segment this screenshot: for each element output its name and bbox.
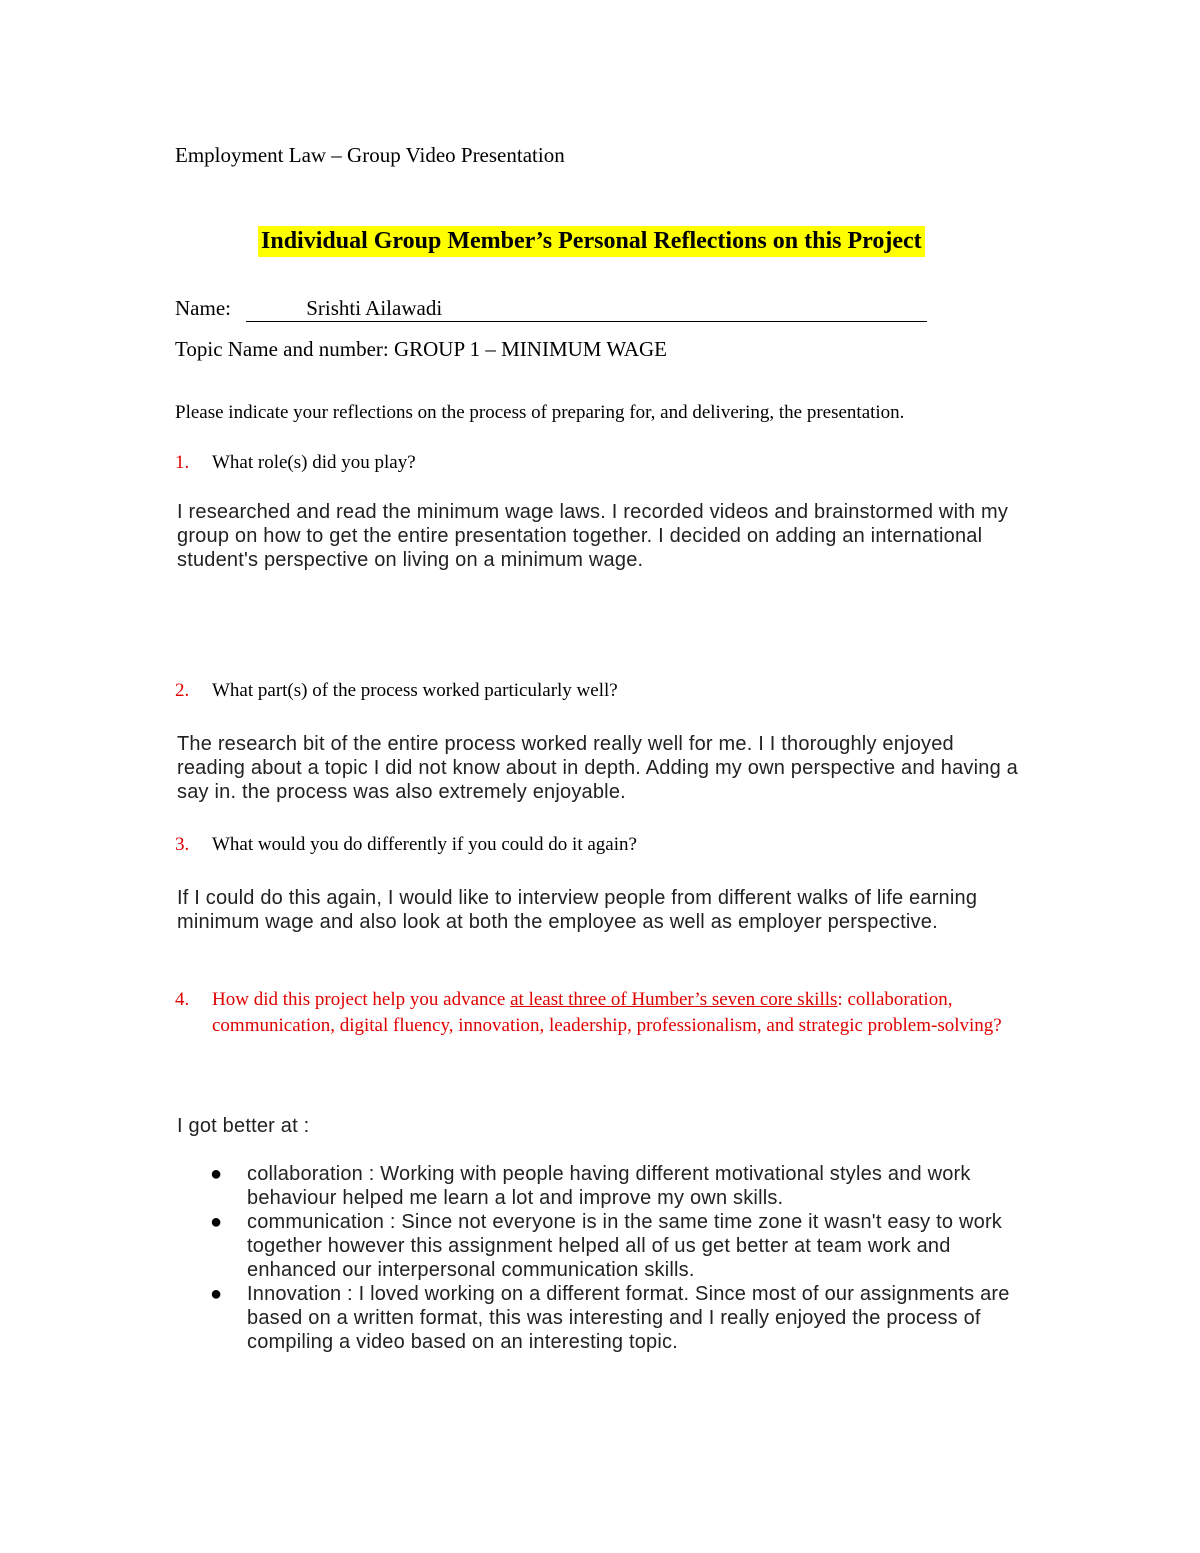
name-underline-right bbox=[442, 296, 927, 322]
topic-label: Topic Name and number: bbox=[175, 337, 389, 361]
question-text: What part(s) of the process worked particularly well? bbox=[212, 680, 618, 701]
topic-value: GROUP 1 – MINIMUM WAGE bbox=[393, 337, 667, 361]
course-title: Employment Law – Group Video Presentation bbox=[175, 143, 565, 167]
question-1 bbox=[175, 452, 1025, 474]
bullet-icon: ● bbox=[210, 1163, 223, 1185]
list-item bbox=[210, 1282, 1030, 1354]
question-3 bbox=[175, 834, 1025, 856]
name-label: Name: bbox=[175, 296, 231, 320]
question-text: What would you do differently if you could do it again? bbox=[212, 834, 637, 855]
page-title: Individual Group Member’s Personal Reflections on this Project bbox=[258, 226, 925, 257]
question-number: 2. bbox=[175, 680, 190, 701]
topic-row bbox=[175, 337, 667, 362]
answer-1: I researched and read the minimum wage laws. I recorded videos and brainstormed with my group on how to get the entire presentation together. I decided on adding an international student's perspective on living on a minimum wage. bbox=[177, 501, 1009, 571]
question-text-underlined: at least three of Humber’s seven core skills bbox=[510, 989, 838, 1010]
question-2 bbox=[175, 680, 1025, 702]
bullet-icon: ● bbox=[210, 1211, 223, 1233]
answer-3: If I could do this again, I would like to interview people from different walks of life earning minimum wage and also look at both the employee as well as employer perspective. bbox=[177, 887, 978, 933]
question-text-start: How did this project help you advance bbox=[212, 989, 511, 1010]
list-item bbox=[210, 1210, 1030, 1282]
skill-text: Innovation : I loved working on a different format. Since most of our assignments are based on a written format, this was interesting and I really enjoyed the process of compiling a video based on an interesting topic. bbox=[247, 1283, 1010, 1353]
question-4 bbox=[175, 987, 1025, 1039]
skill-text: collaboration : Working with people having different motivational styles and work behaviour helped me learn a lot and improve my own skills. bbox=[247, 1163, 971, 1209]
question-text-end: : collaboration, communication, digital fluency, innovation, leadership, professionalism, and strategic problem-solving? bbox=[212, 989, 1002, 1036]
name-value: Srishti Ailawadi bbox=[306, 296, 443, 320]
name-row bbox=[175, 296, 950, 322]
name-underline-left bbox=[246, 296, 306, 322]
list-item bbox=[210, 1162, 1030, 1210]
answer-2: The research bit of the entire process worked really well for me. I I thoroughly enjoyed reading about a topic I did not know about in depth. Adding my own perspective and having a say in. the process was also extremely enjoyable. bbox=[177, 733, 1018, 803]
question-text: What role(s) did you play? bbox=[212, 452, 416, 473]
instruction-text: Please indicate your reflections on the process of preparing for, and delivering, the presentation. bbox=[175, 402, 905, 423]
question-text bbox=[212, 987, 1012, 1039]
question-number: 3. bbox=[175, 834, 190, 855]
question-number: 1. bbox=[175, 452, 190, 473]
question-number: 4. bbox=[175, 989, 190, 1010]
skill-text: communication : Since not everyone is in the same time zone it wasn't easy to work together however this assignment helped all of us get better at team work and enhanced our interpersonal communication skills. bbox=[247, 1211, 1003, 1281]
bullet-icon: ● bbox=[210, 1283, 223, 1305]
answer-4-intro: I got better at : bbox=[177, 1115, 310, 1137]
skills-list bbox=[210, 1162, 1030, 1354]
